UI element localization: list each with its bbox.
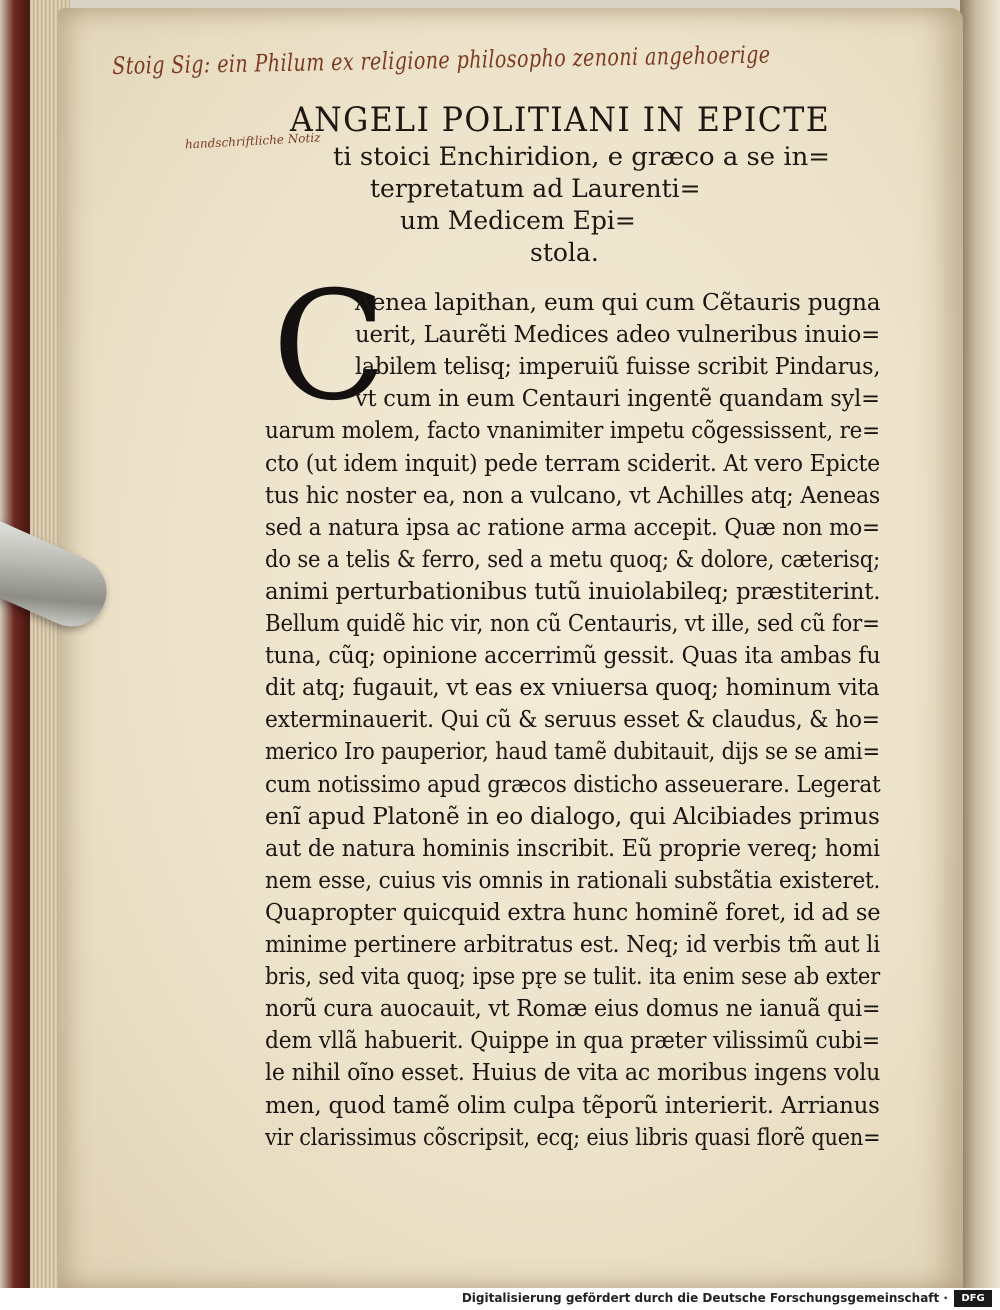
- title-line-5: stola.: [530, 238, 599, 267]
- body-line: labilem telisq; imperuiũ fuisse scribit Pindarus,: [355, 354, 881, 381]
- body-line: le nihil oĩno esset. Huius de vita ac moribus ingens volu: [265, 1060, 881, 1087]
- marginal-note-side: handschriftliche Notiz: [184, 130, 321, 152]
- body-line: animi perturbationibus tutũ inuiolabileq; præstiterint.: [265, 578, 881, 605]
- body-line: enĩ apud Platonẽ in eo dialogo, qui Alcibiades primus: [265, 803, 880, 830]
- body-line: nem esse, cuius vis omnis in rationali substãtia existeret.: [265, 867, 881, 894]
- body-line: Bellum quidẽ hic vir, non cũ Centauris, vt ille, sed cũ for=: [265, 611, 880, 637]
- body-line: aut de natura hominis inscribit. Eũ proprie vereq; homi: [265, 835, 880, 862]
- title-line-3: terpretatum ad Laurenti=: [370, 174, 701, 203]
- dfg-logo: DFG: [954, 1290, 992, 1307]
- body-line: bris, sed vita quoq; ipse pr̨e se tulit. ita enim sese ab exter: [265, 964, 880, 991]
- body-line: vt cum in eum Centauri ingentẽ quandam syl=: [355, 386, 880, 413]
- title-line-4: um Medicem Epi=: [400, 206, 636, 235]
- body-line: dem vllã habuerit. Quippe in qua præter vilissimũ cubi=: [265, 1028, 881, 1055]
- body-line: uerit, Laurẽti Medices adeo vulneribus inuio=: [355, 322, 881, 349]
- body-line: do se a telis & ferro, sed a metu quoq; & dolore, cæterisq;: [265, 546, 881, 573]
- body-line: minime pertinere arbitratus est. Neq; id verbis tm̃ aut li: [265, 932, 880, 958]
- title-line-2: ti stoici Enchiridion, e græco a se in=: [333, 142, 830, 171]
- body-line: cum notissimo apud græcos disticho asseuerare. Legerat: [265, 771, 881, 798]
- body-line: vir clarissimus cõscripsit, ecq; eius libris quasi florẽ quen=: [265, 1124, 881, 1151]
- body-line: merico Iro pauperior, haud tamẽ dubitauit, dijs se se ami=: [265, 739, 880, 766]
- right-page-edge: [960, 0, 1000, 1288]
- drop-cap: C: [272, 260, 387, 434]
- body-line: uarum molem, facto vnanimiter impetu cõgessissent, re=: [265, 418, 880, 445]
- title-line-1: ANGELI POLITIANI IN EPICTE: [290, 100, 831, 140]
- body-line: norũ cura auocauit, vt Romæ eius domus ne ianuã qui=: [265, 996, 881, 1023]
- body-line: sed a natura ipsa ac ratione arma accepit. Quæ non mo=: [265, 514, 880, 541]
- footer-credit: Digitalisierung gefördert durch die Deutsche Forschungsgemeinschaft ·: [461, 1291, 948, 1305]
- body-line: cto (ut idem inquit) pede terram sciderit. At vero Epicte: [265, 450, 880, 477]
- body-line: Quapropter quicquid extra hunc hominẽ foret, id ad se: [265, 899, 881, 926]
- body-line: tuna, cũq; opinione accerrimũ gessit. Quas ita ambas fu: [265, 643, 881, 670]
- body-line: men, quod tamẽ olim culpa tẽporũ interierit. Arrianus: [265, 1092, 880, 1119]
- body-line: Aenea lapithan, eum qui cum Cẽtauris pugna: [355, 290, 881, 316]
- body-line: dit atq; fugauit, vt eas ex vniuersa quoq; hominum vita: [265, 675, 880, 702]
- body-line: exterminauerit. Qui cũ & seruus esset & claudus, & ho=: [265, 707, 880, 734]
- body-line: tus hic noster ea, non a vulcano, vt Achilles atq; Aeneas: [265, 482, 881, 509]
- marginal-note-top: Stoig Sig: ein Philum ex religione philosopho zenoni angehoerige: [112, 40, 771, 80]
- footer-bar: [0, 1288, 1000, 1310]
